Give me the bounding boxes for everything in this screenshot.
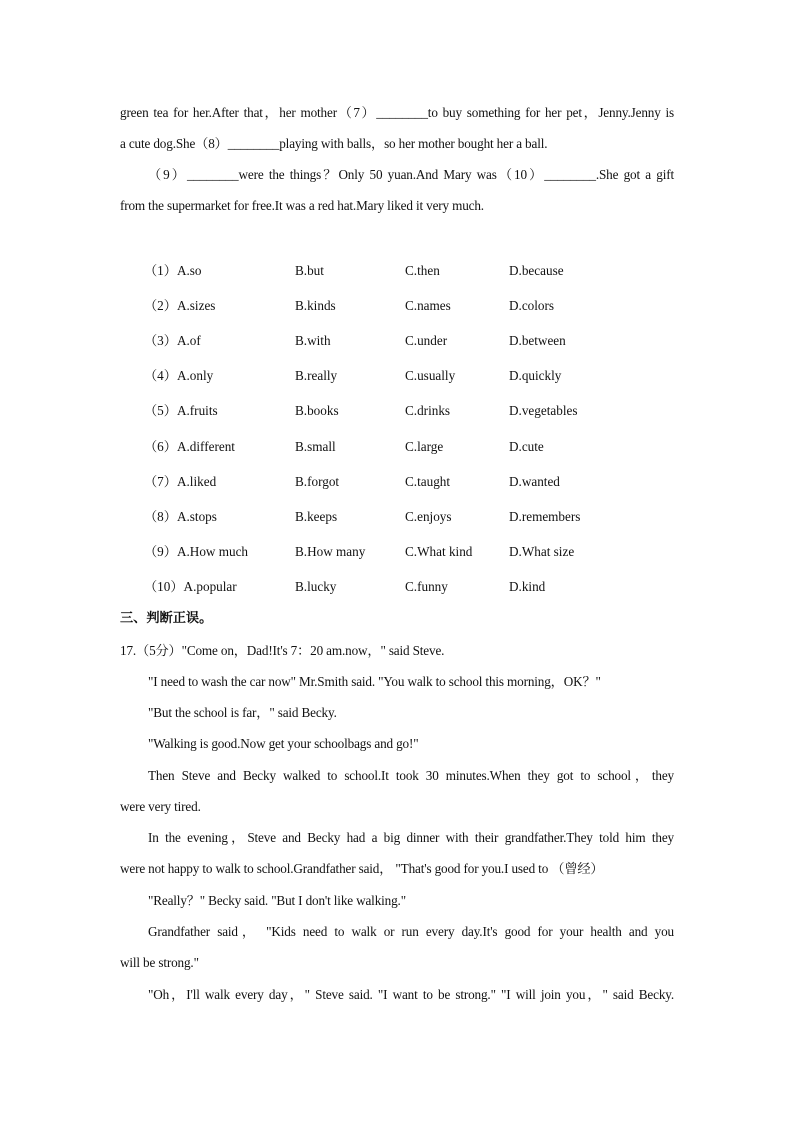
option-row (144, 578, 664, 596)
option-row (144, 438, 664, 456)
option-a: （10）A.popular (144, 579, 237, 594)
option-c: C.What kind (405, 544, 473, 559)
story-paragraph-3: "Walking is good.Now get your schoolbags and go!" (148, 736, 419, 751)
option-b: B.How many (295, 544, 366, 559)
option-row (144, 262, 664, 280)
story-paragraph-6: "Really？" Becky said. "But I don't like walking." (148, 893, 406, 908)
story-paragraph-4-line-1: Then Steve and Becky walked to school.It took 30 minutes.When they got to school，they (148, 768, 674, 783)
story-paragraph-5-line-1: In the evening，Steve and Becky had a big dinner with their grandfather.They told him they (148, 830, 674, 845)
option-a: （4）A.only (144, 368, 214, 383)
option-c: C.taught (405, 474, 451, 489)
option-c: C.drinks (405, 403, 451, 418)
option-a: （1）A.so (144, 263, 202, 278)
option-a: （8）A.stops (144, 509, 217, 524)
story-paragraph-7-line-1: Grandfather said， "Kids need to walk or run every day.It's good for your health and you (148, 924, 674, 939)
option-c: C.funny (405, 579, 448, 594)
option-d: D.kind (509, 579, 546, 594)
question-17-intro: 17.（5分）"Come on，Dad!It's 7：20 am.now，" said Steve. (120, 643, 445, 658)
option-d: D.colors (509, 298, 555, 313)
option-d: D.between (509, 333, 566, 348)
option-a: （9）A.How much (144, 544, 249, 559)
passage-line-2: a cute dog.She（8）________playing with balls，so her mother bought her a ball. (120, 136, 548, 151)
section-heading: 三、判断正误。 (120, 611, 213, 626)
option-row (144, 402, 664, 420)
story-paragraph-7-line-2: will be strong." (120, 955, 199, 970)
option-d: D.quickly (509, 368, 562, 383)
option-d: D.vegetables (509, 403, 578, 418)
option-b: B.lucky (295, 579, 337, 594)
option-a: （7）A.liked (144, 474, 217, 489)
story-paragraph-1: "I need to wash the car now" Mr.Smith said. "You walk to school this morning，OK？" (148, 674, 601, 689)
option-c: C.usually (405, 368, 456, 383)
passage-line-4: from the supermarket for free.It was a red hat.Mary liked it very much. (120, 198, 484, 213)
option-a: （2）A.sizes (144, 298, 216, 313)
option-b: B.but (295, 263, 324, 278)
story-paragraph-2: "But the school is far，" said Becky. (148, 705, 337, 720)
option-b: B.small (295, 439, 336, 454)
option-b: B.with (295, 333, 331, 348)
option-b: B.really (295, 368, 338, 383)
option-d: D.cute (509, 439, 544, 454)
option-row (144, 367, 664, 385)
option-d: D.What size (509, 544, 575, 559)
option-row (144, 508, 664, 526)
passage-line-3: （9）________were the things？Only 50 yuan.And Mary was（10）________.She got a gift (148, 167, 674, 182)
option-row (144, 332, 664, 350)
passage-line-1: green tea for her.After that，her mother（7）________to buy something for her pet，Jenny.Jenny is (120, 105, 674, 120)
option-b: B.forgot (295, 474, 340, 489)
story-paragraph-8: "Oh，I'll walk every day，" Steve said. "I want to be strong." "I will join you，" said Becky. (148, 987, 674, 1002)
option-c: C.under (405, 333, 448, 348)
option-c: C.names (405, 298, 451, 313)
option-row (144, 473, 664, 491)
option-a: （6）A.different (144, 439, 235, 454)
option-d: D.because (509, 263, 564, 278)
story-paragraph-4-line-2: were very tired. (120, 799, 201, 814)
option-c: C.then (405, 263, 440, 278)
option-b: B.keeps (295, 509, 338, 524)
option-c: C.large (405, 439, 444, 454)
story-paragraph-5-line-2: were not happy to walk to school.Grandfather said， "That's good for you.I used to （曾经） (120, 861, 604, 876)
option-b: B.books (295, 403, 339, 418)
option-a: （5）A.fruits (144, 403, 218, 418)
option-d: D.remembers (509, 509, 581, 524)
option-row (144, 543, 664, 561)
option-row (144, 297, 664, 315)
option-b: B.kinds (295, 298, 336, 313)
option-c: C.enjoys (405, 509, 452, 524)
option-a: （3）A.of (144, 333, 201, 348)
option-d: D.wanted (509, 474, 560, 489)
